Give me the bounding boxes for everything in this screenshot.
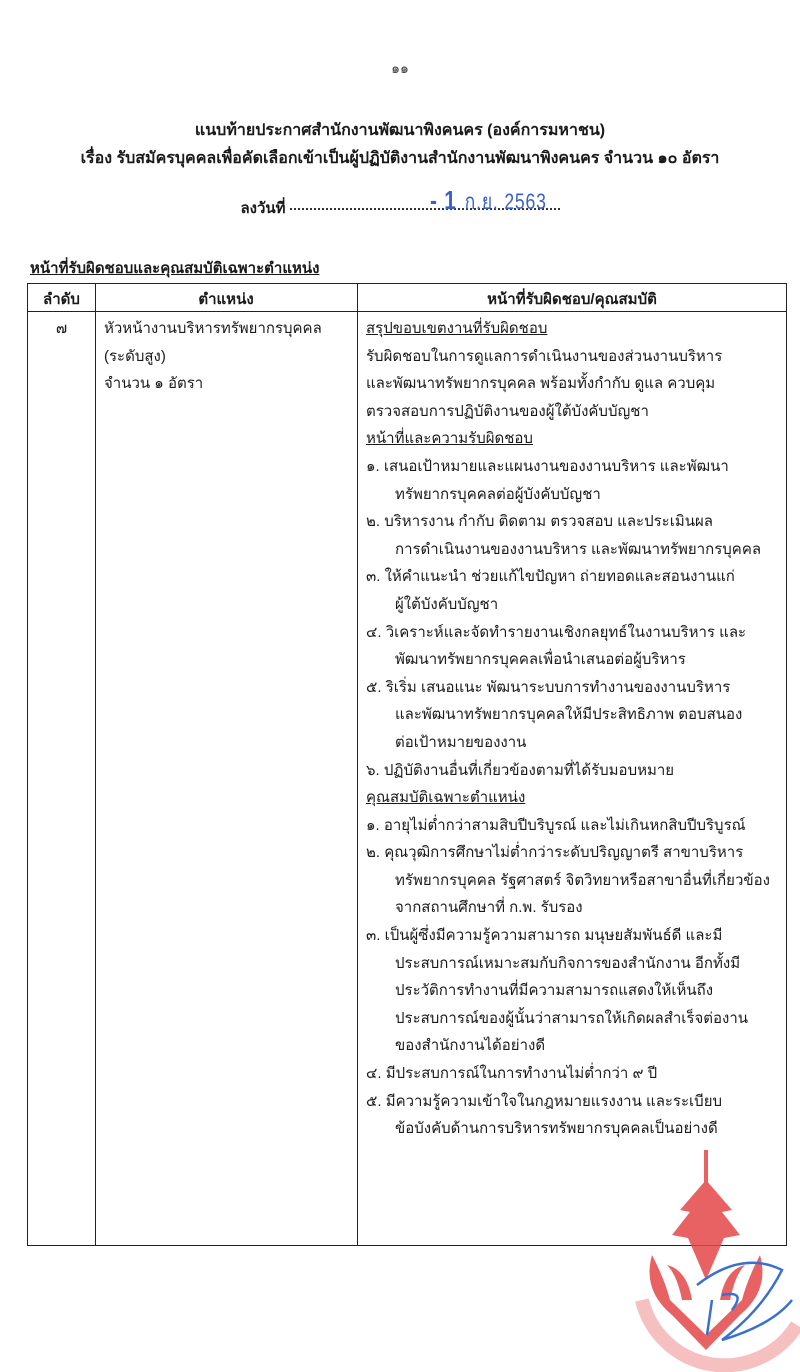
page-number: ๑๑ <box>391 60 409 76</box>
duty-line: พัฒนาทรัพยากรบุคคลเพื่อนำเสนอต่อผู้บริหาร <box>395 651 686 669</box>
duty-line: ๑. อายุไม่ต่ำกว่าสามสิบปีบริบูรณ์ และไม่เกินหกสิบปีบริบูรณ์ <box>366 816 746 834</box>
subsection-heading: หน้าที่และความรับผิดชอบ <box>366 430 533 448</box>
duties-table <box>27 283 787 1246</box>
duty-line: การดำเนินงานของงานบริหาร และพัฒนาทรัพยากรบุคคล <box>395 540 762 558</box>
row-position <box>104 315 322 398</box>
duty-line: ๕. มีความรู้ความเข้าใจในกฎหมายแรงงาน และระเบียบ <box>366 1092 723 1110</box>
duty-line: ทรัพยากรบุคคล รัฐศาสตร์ จิตวิทยาหรือสาขาอื่นที่เกี่ยวข้อง <box>395 871 770 889</box>
header-position: ตำแหน่ง <box>198 291 254 308</box>
duty-line: จากสถานศึกษาที่ ก.พ. รับรอง <box>395 899 583 917</box>
duty-line: ๔. วิเคราะห์และจัดทำรายงานเชิงกลยุทธ์ในงานบริหาร และ <box>366 623 747 641</box>
header-duties: หน้าที่รับผิดชอบ/คุณสมบัติ <box>487 291 657 308</box>
duty-line: ๓. ให้คำแนะนำ ช่วยแก้ไขปัญหา ถ่ายทอดและสอนงานแก่ <box>366 568 735 586</box>
date-stamp-day: - 1 <box>430 185 457 215</box>
duty-line: รับผิดชอบในการดูแลการดำเนินงานของส่วนงานบริหาร <box>366 347 723 365</box>
position-line: จำนวน ๑ อัตรา <box>104 375 204 393</box>
column-divider <box>95 284 96 1245</box>
official-seal <box>612 1150 800 1372</box>
subsection-heading: สรุปขอบเขตงานที่รับผิดชอบ <box>366 320 548 337</box>
duty-line: และพัฒนาทรัพยากรบุคคล พร้อมทั้งกำกับ ดูแล ควบคุม <box>366 375 716 393</box>
duty-line: ของสำนักงานได้อย่างดี <box>395 1037 546 1055</box>
document-subject: เรื่อง รับสมัครบุคคลเพื่อคัดเลือกเข้าเป็นผู้ปฏิบัติงานสำนักงานพัฒนาพิงคนคร จำนวน ๑๐ อัตรา <box>80 150 720 167</box>
duty-line: ๖. ปฏิบัติงานอื่นที่เกี่ยวข้องตามที่ได้รับมอบหมาย <box>366 761 675 779</box>
position-line: (ระดับสูง) <box>104 347 166 365</box>
duty-line: ๑. เสนอเป้าหมายและแผนงานของงานบริหาร และพัฒนา <box>366 457 729 475</box>
duty-line: ข้อบังคับด้านการบริหารทรัพยากรบุคคลเป็นอย่างดี <box>395 1120 718 1138</box>
section-heading: หน้าที่รับผิดชอบและคุณสมบัติเฉพาะตำแหน่ง <box>30 260 320 277</box>
duty-line: ประสบการณ์ของผู้นั้นว่าสามารถให้เกิดผลสำเร็จต่องาน <box>395 1009 748 1027</box>
duty-line: ผู้ใต้บังคับบัญชา <box>395 595 499 613</box>
duty-line: ประสบการณ์เหมาะสมกับกิจการของสำนักงาน อีกทั้งมี <box>395 954 741 972</box>
duty-line: และพัฒนาทรัพยากรบุคคลให้มีประสิทธิภาพ ตอบสนอง <box>395 706 743 724</box>
duty-line: ๒. คุณวุฒิการศึกษาไม่ต่ำกว่าระดับปริญญาตรี สาขาบริหาร <box>366 844 744 862</box>
duty-line: ๓. เป็นผู้ซึ่งมีความรู้ความสามารถ มนุษยสัมพันธ์ดี และมี <box>366 927 723 945</box>
date-line <box>0 196 800 220</box>
date-stamp-month-year: ก.ย. 2563 <box>464 189 547 214</box>
header-divider <box>28 311 786 312</box>
row-order: ๗ <box>55 320 68 337</box>
header-order: ลำดับ <box>43 291 80 308</box>
duty-line: ๒. บริหารงาน กำกับ ติดตาม ตรวจสอบ และประเมินผล <box>366 513 713 531</box>
row-duties <box>366 315 770 1143</box>
column-divider <box>357 284 358 1245</box>
duty-line: ทรัพยากรบุคคลต่อผู้บังคับบัญชา <box>395 485 601 503</box>
duty-line: ประวัติการทำงานที่มีความสามารถแสดงให้เห็นถึง <box>395 982 714 1000</box>
date-label: ลงวันที่ <box>240 200 286 217</box>
duty-line: ต่อเป้าหมายของงาน <box>395 733 527 751</box>
duty-line: ตรวจสอบการปฏิบัติงานของผู้ใต้บังคับบัญชา <box>366 402 649 420</box>
duty-line: ๔. มีประสบการณ์ในการทำงานไม่ต่ำกว่า ๙ ปี <box>366 1065 658 1083</box>
date-stamp <box>430 184 547 219</box>
duty-line: ๕. ริเริ่ม เสนอแนะ พัฒนาระบบการทำงานของงานบริหาร <box>366 678 731 696</box>
subsection-heading: คุณสมบัติเฉพาะตำแหน่ง <box>366 789 526 807</box>
document-title: แนบท้ายประกาศสำนักงานพัฒนาพิงคนคร (องค์การมหาชน) <box>194 122 606 139</box>
position-line: หัวหน้างานบริหารทรัพยากรบุคคล <box>104 320 322 337</box>
